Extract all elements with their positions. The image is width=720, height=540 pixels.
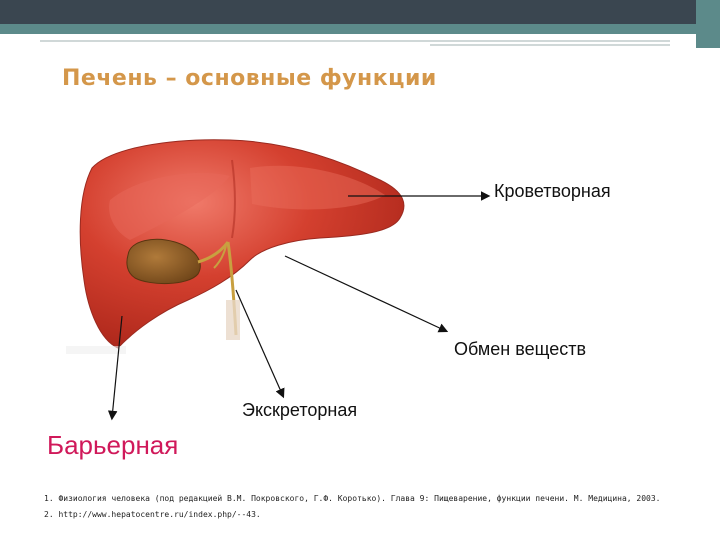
label-excretory: Экскреторная <box>242 400 358 420</box>
arrow-metabolism <box>285 256 446 331</box>
references <box>44 491 661 523</box>
reference-item: 2. http://www.hepatocentre.ru/index.php/--43. <box>44 510 261 519</box>
reference-item: 1. Физиология человека (под редакцией В.М. Покровского, Г.Ф. Коротько). Глава 9: Пищеварение, функции печени. М. Медицина, 2003. <box>44 494 661 503</box>
liver-illustration <box>80 140 404 348</box>
arrow-excretory <box>236 290 283 396</box>
label-hematopoietic: Кроветворная <box>494 181 611 201</box>
slide-title: Печень – основные функции <box>62 66 437 91</box>
label-metabolism: Обмен веществ <box>454 339 587 359</box>
label-barrier: Барьерная <box>47 430 179 460</box>
